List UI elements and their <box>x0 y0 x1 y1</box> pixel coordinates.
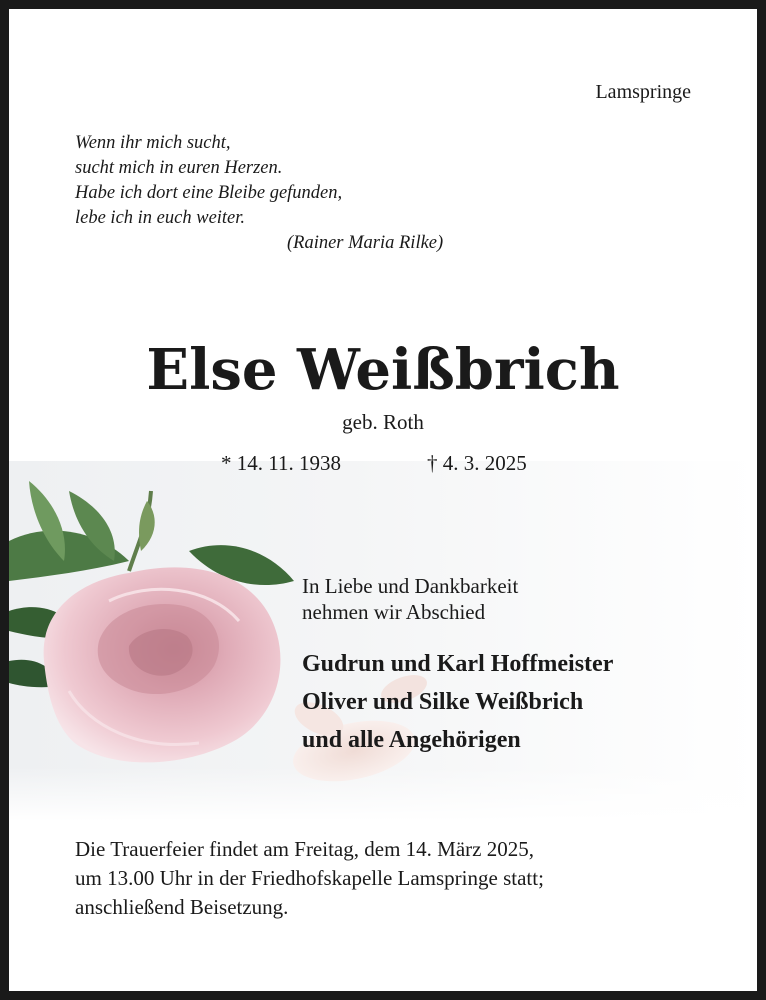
location-label: Lamspringe <box>595 81 691 103</box>
service-info <box>75 835 544 922</box>
family-list <box>302 645 613 759</box>
mourning-text <box>302 573 518 625</box>
rose-image <box>9 461 757 821</box>
family-entry: Oliver und Silke Weißbrich <box>302 689 584 715</box>
mourning-line: In Liebe und Dankbarkeit <box>302 574 519 598</box>
service-line: um 13.00 Uhr in der Friedhofskapelle Lamspringe statt; <box>75 866 544 890</box>
poem-line: Wenn ihr mich sucht, <box>75 133 231 153</box>
poem-author: (Rainer Maria Rilke) <box>287 233 444 253</box>
poem-line: lebe ich in euch weiter. <box>75 208 246 228</box>
service-line: Die Trauerfeier findet am Freitag, dem 14. März 2025, <box>75 837 534 861</box>
maiden-name: geb. Roth <box>342 410 424 434</box>
family-entry: und alle Angehörigen <box>302 727 521 753</box>
birth-date: * 14. 11. 1938 <box>221 451 341 475</box>
mourning-line: nehmen wir Abschied <box>302 600 486 624</box>
obituary-page <box>9 9 757 991</box>
family-entry: Gudrun und Karl Hoffmeister <box>302 651 614 677</box>
poem <box>75 131 443 256</box>
poem-line: sucht mich in euren Herzen. <box>75 158 283 178</box>
poem-line: Habe ich dort eine Bleibe gefunden, <box>75 183 343 203</box>
death-date: † 4. 3. 2025 <box>427 451 527 475</box>
service-line: anschließend Beisetzung. <box>75 895 289 919</box>
deceased-name: Else Weißbrich <box>146 337 620 403</box>
